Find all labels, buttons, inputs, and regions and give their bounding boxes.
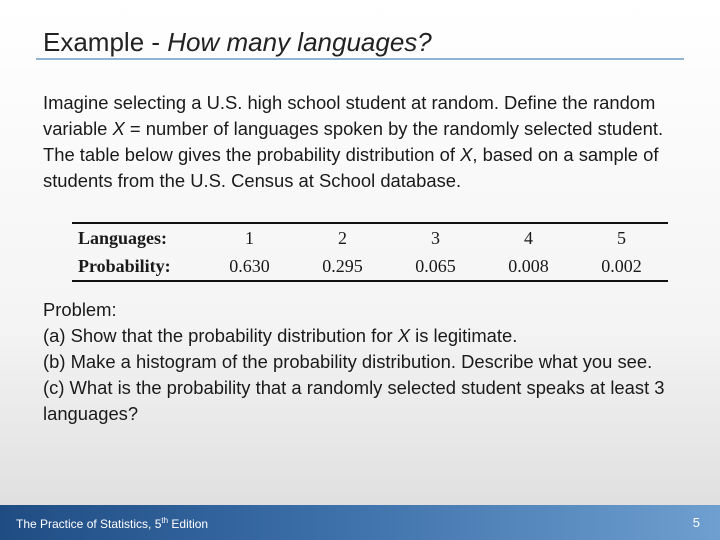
footer-bar xyxy=(0,505,720,540)
problem-section xyxy=(43,297,693,427)
table-cell: 0.295 xyxy=(322,255,363,276)
row-label-probability: Probability: xyxy=(78,255,171,276)
table-cell: 3 xyxy=(431,227,440,248)
intro-paragraph xyxy=(43,90,693,194)
intro-text-1: Imagine selecting a U.S. high school student at random. Define the random variable xyxy=(43,92,656,139)
footer-text: The Practice of Statistics, 5 xyxy=(16,517,162,531)
problem-part-a xyxy=(43,323,693,349)
slide-title xyxy=(43,27,683,58)
table-cell: 0.065 xyxy=(415,255,456,276)
part-a-text-end: is legitimate. xyxy=(410,325,518,346)
problem-heading: Problem: xyxy=(43,299,117,320)
probability-table xyxy=(72,222,668,282)
footer-book-title xyxy=(16,516,208,531)
intro-text-2: = number of languages spoken by the randomly selected student. The table below gives the probability distribution of xyxy=(43,118,664,165)
intro-text-3: , based on a sample of students from the U.S. Census at School database. xyxy=(43,144,659,191)
table-cell: 0.002 xyxy=(601,255,642,276)
footer-edition: Edition xyxy=(168,517,209,531)
problem-part-c: (c) What is the probability that a randomly selected student speaks at least 3 languages? xyxy=(43,377,665,424)
row-label-languages: Languages: xyxy=(78,227,168,248)
table-cell: 0.008 xyxy=(508,255,549,276)
table-row-languages xyxy=(72,223,668,252)
table-cell: 2 xyxy=(338,227,347,248)
part-a-text: (a) Show that the probability distribution for xyxy=(43,325,398,346)
table-cell: 1 xyxy=(245,227,254,248)
title-prefix: Example - xyxy=(43,27,168,57)
table-cell: 5 xyxy=(617,227,626,248)
intro-var-1: X xyxy=(112,118,125,139)
table-row-probability xyxy=(72,252,668,281)
intro-var-2: X xyxy=(460,144,473,165)
page-number: 5 xyxy=(692,515,700,530)
problem-part-b: (b) Make a histogram of the probability distribution. Describe what you see. xyxy=(43,351,653,372)
footer-sup: th xyxy=(161,516,169,525)
title-italic: How many languages? xyxy=(167,27,432,57)
title-underline xyxy=(36,58,684,60)
table-cell: 4 xyxy=(524,227,533,248)
part-a-var: X xyxy=(397,325,410,346)
table-cell: 0.630 xyxy=(229,255,270,276)
